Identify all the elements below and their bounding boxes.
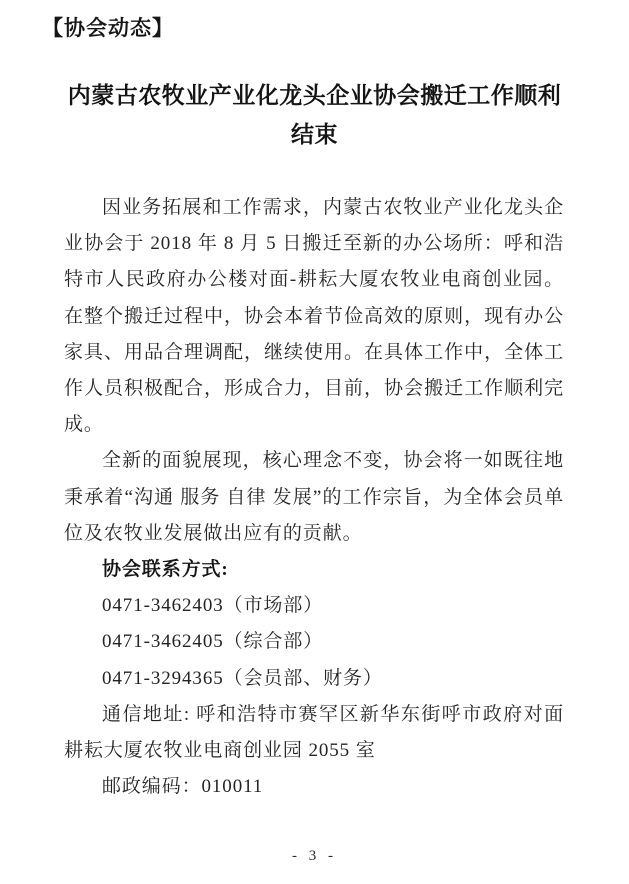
contact-phone-market: 0471-3462403（市场部） <box>102 595 324 617</box>
article-title <box>63 76 566 154</box>
paragraph-2: 全新的面貌展现，核心理念不变，协会将一如既往地秉承着“沟通 服务 自律 发展”的工作宗旨，为全体会员单位及农牧业发展做出应有的贡献。 <box>64 450 564 544</box>
contact-phone-member-finance: 0471-3294365（会员部、财务） <box>102 667 383 689</box>
section-label: 【协会动态】 <box>42 17 174 40</box>
contact-postal-code: 邮政编码：010011 <box>102 776 264 798</box>
contact-address: 通信地址: 呼和浩特市赛罕区新华东街呼市政府对面耕耘大厦农牧业电商创业园 2055 室 <box>64 703 564 762</box>
contact-phone-general: 0471-3462405（综合部） <box>102 631 324 653</box>
article-body <box>64 190 564 805</box>
article-title-line-2: 结束 <box>291 122 338 147</box>
article-title-line-1: 内蒙古农牧业产业化龙头企业协会搬迁工作顺利 <box>67 83 562 108</box>
page-number: - 3 - <box>292 848 337 864</box>
paragraph-1: 因业务拓展和工作需求，内蒙古农牧业产业化龙头企业协会于 2018 年 8 月 5 日搬迁至新的办公场所：呼和浩特市人民政府办公楼对面-耕耘大厦农牧业电商创业园。在整个搬迁过程中，协会本着节俭高效的原则，现有办公家具、用品合理调配，继续使用。在具体工作中，全体工作人员积极配合，形成合力，目前，协会搬迁工作顺利完成。 <box>64 197 564 436</box>
contact-heading: 协会联系方式: <box>102 559 229 581</box>
